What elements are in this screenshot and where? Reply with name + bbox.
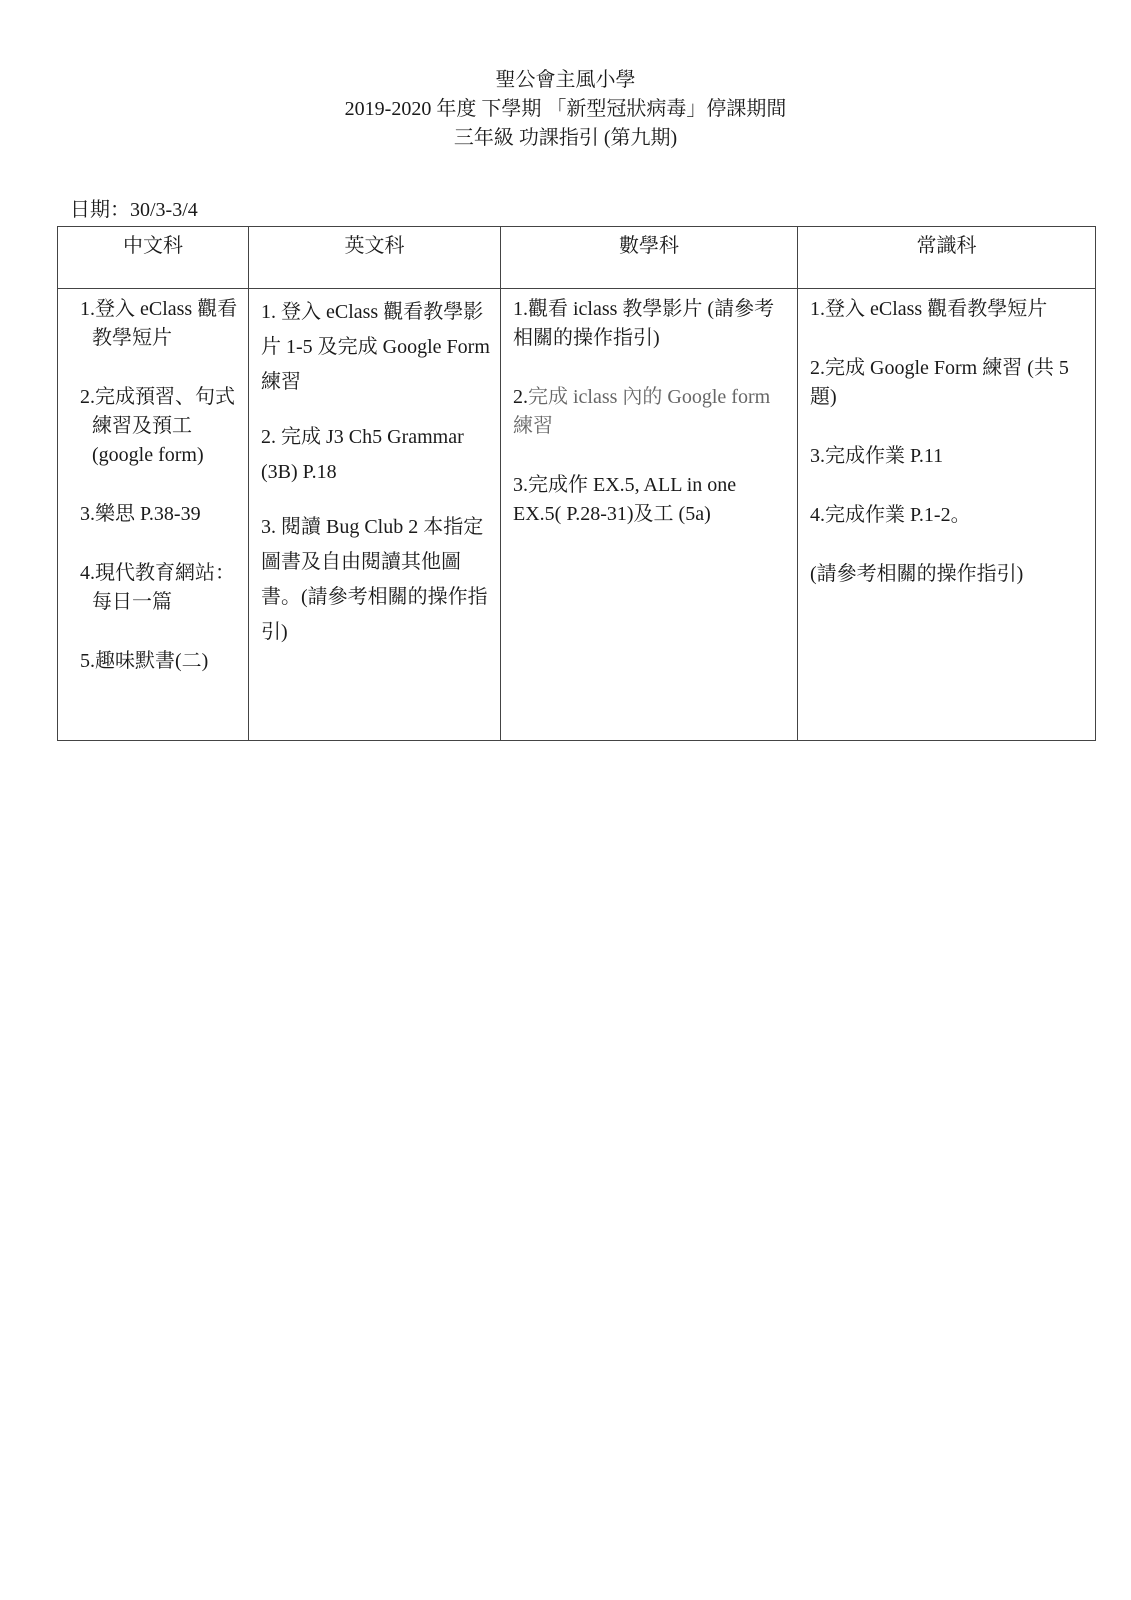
list-item (513, 383, 787, 441)
list-item: 2.完成 Google Form 練習 (共 5 題) (810, 357, 1069, 408)
column-header-english: 英文科 (249, 227, 501, 289)
english-cell (249, 289, 501, 741)
list-item: 2.完成預習、句式練習及預工 (google form) (80, 386, 235, 466)
list-item: 1.登入 eClass 觀看教學短片 (80, 298, 238, 349)
general-studies-cell (798, 289, 1096, 741)
list-item: 3.完成作 EX.5, ALL in one EX.5( P.28-31)及工 (5a) (513, 474, 737, 525)
list-item: 1.觀看 iclass 教學影片 (請參考相關的操作指引) (513, 298, 775, 349)
list-item: 3. 閱讀 Bug Club 2 本指定圖書及自由閱讀其他圖書。(請參考相關的操作指引) (261, 516, 488, 643)
list-item: 2. 完成 J3 Ch5 Grammar (3B) P.18 (261, 426, 464, 483)
list-item: 1.登入 eClass 觀看教學短片 (810, 298, 1048, 320)
table-header-row (58, 227, 1096, 289)
list-item: 3.樂思 P.38-39 (80, 503, 201, 525)
column-header-math: 數學科 (501, 227, 798, 289)
column-header-general-studies: 常識科 (798, 227, 1096, 289)
date-label: 日期：30/3-3/4 (70, 199, 198, 221)
math-cell (501, 289, 798, 741)
list-item: 3.完成作業 P.11 (810, 445, 944, 467)
list-item: 4.完成作業 P.1-2。 (810, 504, 971, 526)
list-item: 4.現代教育網站：每日一篇 (80, 562, 235, 613)
column-header-chinese: 中文科 (58, 227, 249, 289)
list-item: 1. 登入 eClass 觀看教學影片 1-5 及完成 Google Form 練習 (261, 301, 490, 393)
term-title: 2019-2020 年度 下學期 「新型冠狀病毒」停課期間 (344, 98, 787, 120)
list-item: 5.趣味默書(二) (80, 650, 209, 672)
document-header (0, 66, 1131, 153)
chinese-cell (58, 289, 249, 741)
item-text: 完成 iclass 內的 Google form 練習 (513, 386, 771, 437)
homework-table (57, 226, 1096, 741)
list-item: (請參考相關的操作指引) (810, 563, 1024, 585)
item-number: 2. (513, 386, 528, 408)
school-name: 聖公會主風小學 (495, 69, 636, 91)
table-row (58, 289, 1096, 741)
document-title: 三年級 功課指引 (第九期) (453, 127, 678, 149)
